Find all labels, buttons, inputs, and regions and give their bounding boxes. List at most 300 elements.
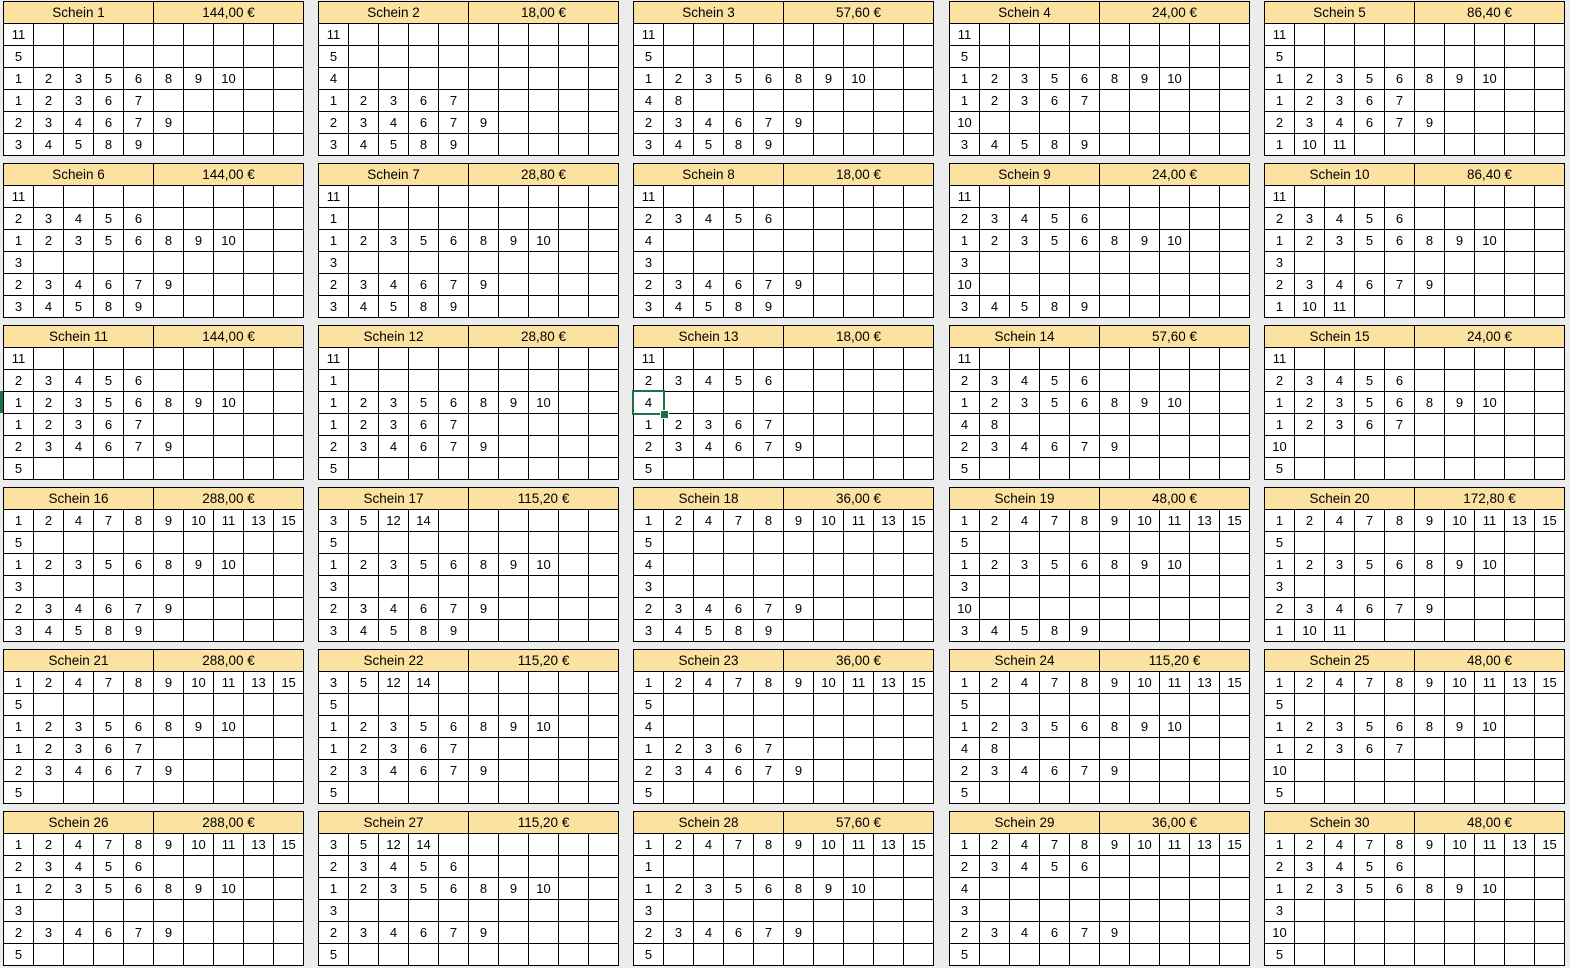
number-cell[interactable]: [874, 24, 904, 46]
number-cell[interactable]: [1325, 532, 1355, 554]
number-cell[interactable]: [1475, 856, 1505, 878]
number-cell[interactable]: [529, 598, 559, 620]
number-cell[interactable]: [1070, 576, 1100, 598]
number-cell[interactable]: [379, 370, 409, 392]
number-cell[interactable]: 3: [1295, 112, 1325, 134]
number-cell[interactable]: [844, 900, 874, 922]
number-cell[interactable]: 1: [319, 230, 349, 252]
number-cell[interactable]: [814, 922, 844, 944]
number-cell[interactable]: 8: [409, 296, 439, 318]
number-cell[interactable]: [499, 296, 529, 318]
number-cell[interactable]: [274, 738, 304, 760]
number-cell[interactable]: [1415, 208, 1445, 230]
number-cell[interactable]: 2: [349, 738, 379, 760]
number-cell[interactable]: [784, 532, 814, 554]
number-cell[interactable]: [184, 738, 214, 760]
number-cell[interactable]: 3: [664, 760, 694, 782]
number-cell[interactable]: 5: [634, 782, 664, 804]
number-cell[interactable]: [409, 252, 439, 274]
number-cell[interactable]: [874, 112, 904, 134]
number-cell[interactable]: 14: [409, 510, 439, 532]
number-cell[interactable]: 9: [439, 296, 469, 318]
number-cell[interactable]: 9: [814, 878, 844, 900]
number-cell[interactable]: [844, 576, 874, 598]
number-cell[interactable]: [1475, 252, 1505, 274]
number-cell[interactable]: 3: [1295, 856, 1325, 878]
number-cell[interactable]: [664, 348, 694, 370]
number-cell[interactable]: 1: [950, 554, 980, 576]
number-cell[interactable]: 7: [724, 834, 754, 856]
number-cell[interactable]: 6: [124, 716, 154, 738]
number-cell[interactable]: 1: [1265, 230, 1295, 252]
number-cell[interactable]: [499, 922, 529, 944]
number-cell[interactable]: 2: [349, 716, 379, 738]
number-cell[interactable]: [694, 716, 724, 738]
number-cell[interactable]: [1415, 134, 1445, 156]
number-cell[interactable]: 11: [4, 186, 34, 208]
number-cell[interactable]: [274, 782, 304, 804]
number-cell[interactable]: 9: [184, 230, 214, 252]
number-cell[interactable]: 11: [634, 348, 664, 370]
number-cell[interactable]: [244, 414, 274, 436]
number-cell[interactable]: [980, 900, 1010, 922]
number-cell[interactable]: 3: [319, 296, 349, 318]
number-cell[interactable]: [1190, 900, 1220, 922]
number-cell[interactable]: [904, 436, 934, 458]
number-cell[interactable]: [1535, 576, 1565, 598]
number-cell[interactable]: 4: [64, 922, 94, 944]
number-cell[interactable]: [1100, 370, 1130, 392]
number-cell[interactable]: 11: [1325, 620, 1355, 642]
number-cell[interactable]: 15: [274, 834, 304, 856]
number-cell[interactable]: [154, 208, 184, 230]
number-cell[interactable]: 1: [1265, 510, 1295, 532]
number-cell[interactable]: 1: [4, 230, 34, 252]
number-cell[interactable]: [379, 458, 409, 480]
number-cell[interactable]: [214, 922, 244, 944]
number-cell[interactable]: [1385, 532, 1415, 554]
number-cell[interactable]: 3: [379, 738, 409, 760]
number-cell[interactable]: 7: [94, 834, 124, 856]
number-cell[interactable]: 9: [1130, 392, 1160, 414]
number-cell[interactable]: 2: [634, 436, 664, 458]
number-cell[interactable]: 1: [319, 392, 349, 414]
number-cell[interactable]: [1190, 348, 1220, 370]
number-cell[interactable]: [1505, 554, 1535, 576]
ticket-title[interactable]: Schein 1: [4, 2, 154, 24]
number-cell[interactable]: 1: [319, 370, 349, 392]
number-cell[interactable]: [844, 944, 874, 966]
number-cell[interactable]: [1040, 274, 1070, 296]
number-cell[interactable]: [1220, 208, 1250, 230]
number-cell[interactable]: 5: [1355, 68, 1385, 90]
number-cell[interactable]: 1: [950, 716, 980, 738]
number-cell[interactable]: [1415, 296, 1445, 318]
number-cell[interactable]: 4: [664, 620, 694, 642]
number-cell[interactable]: [1100, 134, 1130, 156]
number-cell[interactable]: 9: [154, 672, 184, 694]
number-cell[interactable]: 3: [64, 878, 94, 900]
number-cell[interactable]: 5: [1355, 878, 1385, 900]
number-cell[interactable]: [1415, 900, 1445, 922]
number-cell[interactable]: [1070, 112, 1100, 134]
number-cell[interactable]: 8: [154, 716, 184, 738]
number-cell[interactable]: [559, 760, 589, 782]
number-cell[interactable]: 6: [1040, 436, 1070, 458]
number-cell[interactable]: 4: [64, 760, 94, 782]
number-cell[interactable]: [214, 458, 244, 480]
number-cell[interactable]: [874, 208, 904, 230]
number-cell[interactable]: [1070, 782, 1100, 804]
number-cell[interactable]: [469, 694, 499, 716]
number-cell[interactable]: 13: [874, 672, 904, 694]
number-cell[interactable]: [844, 24, 874, 46]
number-cell[interactable]: [379, 532, 409, 554]
number-cell[interactable]: [154, 186, 184, 208]
number-cell[interactable]: 1: [1265, 90, 1295, 112]
number-cell[interactable]: [1415, 738, 1445, 760]
number-cell[interactable]: 2: [34, 414, 64, 436]
number-cell[interactable]: [244, 738, 274, 760]
number-cell[interactable]: [1220, 554, 1250, 576]
number-cell[interactable]: 9: [1130, 68, 1160, 90]
number-cell[interactable]: [1505, 348, 1535, 370]
number-cell[interactable]: 4: [379, 856, 409, 878]
number-cell[interactable]: 8: [154, 878, 184, 900]
number-cell[interactable]: 4: [634, 230, 664, 252]
number-cell[interactable]: [379, 694, 409, 716]
number-cell[interactable]: [34, 576, 64, 598]
number-cell[interactable]: [274, 694, 304, 716]
number-cell[interactable]: 3: [980, 856, 1010, 878]
number-cell[interactable]: 10: [844, 68, 874, 90]
number-cell[interactable]: [724, 90, 754, 112]
number-cell[interactable]: 4: [1325, 510, 1355, 532]
number-cell[interactable]: 3: [34, 274, 64, 296]
number-cell[interactable]: [439, 532, 469, 554]
number-cell[interactable]: [844, 436, 874, 458]
number-cell[interactable]: [1190, 716, 1220, 738]
number-cell[interactable]: 1: [1265, 620, 1295, 642]
number-cell[interactable]: [214, 46, 244, 68]
number-cell[interactable]: [244, 134, 274, 156]
number-cell[interactable]: 10: [1160, 392, 1190, 414]
number-cell[interactable]: 4: [1010, 922, 1040, 944]
number-cell[interactable]: 6: [1070, 230, 1100, 252]
number-cell[interactable]: 2: [4, 436, 34, 458]
number-cell[interactable]: [349, 370, 379, 392]
number-cell[interactable]: [904, 716, 934, 738]
number-cell[interactable]: [559, 46, 589, 68]
number-cell[interactable]: [1220, 370, 1250, 392]
number-cell[interactable]: [214, 252, 244, 274]
number-cell[interactable]: 10: [1130, 672, 1160, 694]
number-cell[interactable]: 3: [379, 554, 409, 576]
number-cell[interactable]: [1130, 856, 1160, 878]
number-cell[interactable]: [184, 576, 214, 598]
number-cell[interactable]: 3: [664, 112, 694, 134]
number-cell[interactable]: [1220, 738, 1250, 760]
number-cell[interactable]: 8: [1385, 834, 1415, 856]
number-cell[interactable]: [1160, 112, 1190, 134]
number-cell[interactable]: 6: [1070, 856, 1100, 878]
number-cell[interactable]: [814, 186, 844, 208]
number-cell[interactable]: 2: [634, 370, 664, 392]
number-cell[interactable]: 11: [1475, 510, 1505, 532]
number-cell[interactable]: [1325, 436, 1355, 458]
number-cell[interactable]: 9: [1415, 510, 1445, 532]
ticket-title[interactable]: Schein 14: [950, 326, 1100, 348]
number-cell[interactable]: 7: [124, 90, 154, 112]
number-cell[interactable]: 10: [184, 834, 214, 856]
number-cell[interactable]: [1475, 458, 1505, 480]
number-cell[interactable]: 4: [64, 598, 94, 620]
number-cell[interactable]: [1070, 598, 1100, 620]
number-cell[interactable]: [559, 208, 589, 230]
number-cell[interactable]: 9: [499, 716, 529, 738]
number-cell[interactable]: [980, 694, 1010, 716]
number-cell[interactable]: 3: [4, 296, 34, 318]
number-cell[interactable]: [1130, 458, 1160, 480]
number-cell[interactable]: 11: [214, 510, 244, 532]
number-cell[interactable]: [1535, 620, 1565, 642]
number-cell[interactable]: 9: [1415, 834, 1445, 856]
number-cell[interactable]: [1445, 856, 1475, 878]
number-cell[interactable]: 2: [4, 856, 34, 878]
number-cell[interactable]: [439, 672, 469, 694]
ticket-title[interactable]: Schein 13: [634, 326, 784, 348]
number-cell[interactable]: [814, 90, 844, 112]
number-cell[interactable]: [1535, 716, 1565, 738]
number-cell[interactable]: [814, 46, 844, 68]
number-cell[interactable]: [559, 414, 589, 436]
number-cell[interactable]: [589, 532, 619, 554]
number-cell[interactable]: [379, 208, 409, 230]
number-cell[interactable]: 8: [469, 554, 499, 576]
ticket-title[interactable]: Schein 26: [4, 812, 154, 834]
number-cell[interactable]: [1415, 922, 1445, 944]
number-cell[interactable]: [559, 856, 589, 878]
number-cell[interactable]: 6: [724, 436, 754, 458]
number-cell[interactable]: [94, 532, 124, 554]
number-cell[interactable]: [154, 856, 184, 878]
number-cell[interactable]: 6: [94, 738, 124, 760]
number-cell[interactable]: 3: [64, 90, 94, 112]
number-cell[interactable]: [1445, 296, 1475, 318]
number-cell[interactable]: [694, 348, 724, 370]
number-cell[interactable]: 3: [1325, 392, 1355, 414]
number-cell[interactable]: 1: [4, 834, 34, 856]
number-cell[interactable]: [1160, 134, 1190, 156]
number-cell[interactable]: [754, 576, 784, 598]
number-cell[interactable]: [664, 230, 694, 252]
number-cell[interactable]: 6: [409, 436, 439, 458]
number-cell[interactable]: 7: [94, 510, 124, 532]
number-cell[interactable]: [694, 856, 724, 878]
number-cell[interactable]: 9: [124, 134, 154, 156]
number-cell[interactable]: 4: [1010, 856, 1040, 878]
number-cell[interactable]: 15: [904, 672, 934, 694]
number-cell[interactable]: 9: [1445, 392, 1475, 414]
number-cell[interactable]: [1190, 274, 1220, 296]
number-cell[interactable]: 3: [34, 436, 64, 458]
number-cell[interactable]: 2: [980, 392, 1010, 414]
number-cell[interactable]: [1220, 782, 1250, 804]
number-cell[interactable]: [1010, 112, 1040, 134]
number-cell[interactable]: [1415, 370, 1445, 392]
number-cell[interactable]: [1385, 760, 1415, 782]
number-cell[interactable]: [874, 68, 904, 90]
number-cell[interactable]: [1385, 134, 1415, 156]
number-cell[interactable]: 3: [664, 436, 694, 458]
number-cell[interactable]: 2: [980, 554, 1010, 576]
number-cell[interactable]: 9: [1070, 134, 1100, 156]
number-cell[interactable]: 5: [409, 554, 439, 576]
number-cell[interactable]: [1505, 90, 1535, 112]
number-cell[interactable]: [664, 716, 694, 738]
number-cell[interactable]: [814, 782, 844, 804]
number-cell[interactable]: 11: [1160, 672, 1190, 694]
number-cell[interactable]: [724, 458, 754, 480]
number-cell[interactable]: 3: [634, 134, 664, 156]
number-cell[interactable]: [694, 944, 724, 966]
number-cell[interactable]: 10: [529, 716, 559, 738]
number-cell[interactable]: 8: [1040, 620, 1070, 642]
number-cell[interactable]: [1190, 694, 1220, 716]
number-cell[interactable]: 9: [1415, 274, 1445, 296]
number-cell[interactable]: 11: [634, 186, 664, 208]
number-cell[interactable]: [184, 112, 214, 134]
number-cell[interactable]: 4: [694, 922, 724, 944]
number-cell[interactable]: 9: [469, 112, 499, 134]
number-cell[interactable]: 1: [950, 834, 980, 856]
number-cell[interactable]: [559, 716, 589, 738]
number-cell[interactable]: [1505, 878, 1535, 900]
number-cell[interactable]: [980, 252, 1010, 274]
number-cell[interactable]: [1385, 186, 1415, 208]
number-cell[interactable]: 5: [724, 208, 754, 230]
number-cell[interactable]: [874, 370, 904, 392]
number-cell[interactable]: [499, 856, 529, 878]
number-cell[interactable]: [1040, 900, 1070, 922]
number-cell[interactable]: [559, 348, 589, 370]
number-cell[interactable]: [1535, 392, 1565, 414]
ticket-amount[interactable]: 172,80 €: [1415, 488, 1565, 510]
number-cell[interactable]: [1505, 694, 1535, 716]
number-cell[interactable]: [589, 856, 619, 878]
number-cell[interactable]: [499, 944, 529, 966]
number-cell[interactable]: 1: [1265, 716, 1295, 738]
number-cell[interactable]: [409, 46, 439, 68]
number-cell[interactable]: [1355, 46, 1385, 68]
number-cell[interactable]: 10: [529, 554, 559, 576]
number-cell[interactable]: [1505, 208, 1535, 230]
number-cell[interactable]: [274, 296, 304, 318]
number-cell[interactable]: [184, 458, 214, 480]
number-cell[interactable]: 6: [754, 370, 784, 392]
number-cell[interactable]: [694, 392, 724, 414]
number-cell[interactable]: [409, 694, 439, 716]
number-cell[interactable]: 5: [1040, 716, 1070, 738]
number-cell[interactable]: [1130, 370, 1160, 392]
number-cell[interactable]: [1190, 230, 1220, 252]
number-cell[interactable]: 5: [634, 944, 664, 966]
number-cell[interactable]: [124, 252, 154, 274]
number-cell[interactable]: 7: [1385, 274, 1415, 296]
number-cell[interactable]: 4: [694, 112, 724, 134]
number-cell[interactable]: 2: [634, 922, 664, 944]
number-cell[interactable]: [1475, 186, 1505, 208]
number-cell[interactable]: [784, 370, 814, 392]
number-cell[interactable]: 9: [154, 922, 184, 944]
number-cell[interactable]: [904, 576, 934, 598]
number-cell[interactable]: 4: [694, 436, 724, 458]
number-cell[interactable]: 8: [124, 834, 154, 856]
number-cell[interactable]: 10: [184, 672, 214, 694]
number-cell[interactable]: [874, 134, 904, 156]
number-cell[interactable]: [1505, 296, 1535, 318]
number-cell[interactable]: [499, 68, 529, 90]
number-cell[interactable]: [844, 186, 874, 208]
number-cell[interactable]: 9: [754, 296, 784, 318]
number-cell[interactable]: [184, 186, 214, 208]
number-cell[interactable]: 3: [319, 134, 349, 156]
number-cell[interactable]: [1505, 738, 1535, 760]
number-cell[interactable]: [814, 348, 844, 370]
number-cell[interactable]: 7: [754, 922, 784, 944]
number-cell[interactable]: [814, 112, 844, 134]
number-cell[interactable]: 4: [694, 598, 724, 620]
number-cell[interactable]: 4: [34, 620, 64, 642]
number-cell[interactable]: [980, 348, 1010, 370]
number-cell[interactable]: [274, 856, 304, 878]
number-cell[interactable]: 7: [439, 738, 469, 760]
number-cell[interactable]: 6: [124, 878, 154, 900]
number-cell[interactable]: 5: [94, 554, 124, 576]
number-cell[interactable]: [184, 24, 214, 46]
number-cell[interactable]: [784, 856, 814, 878]
number-cell[interactable]: [1190, 134, 1220, 156]
number-cell[interactable]: [1385, 620, 1415, 642]
number-cell[interactable]: [1415, 348, 1445, 370]
number-cell[interactable]: [1100, 414, 1130, 436]
number-cell[interactable]: [694, 900, 724, 922]
number-cell[interactable]: [274, 112, 304, 134]
number-cell[interactable]: [1220, 90, 1250, 112]
number-cell[interactable]: [499, 186, 529, 208]
number-cell[interactable]: 8: [1070, 672, 1100, 694]
number-cell[interactable]: [124, 24, 154, 46]
number-cell[interactable]: [559, 252, 589, 274]
number-cell[interactable]: [1535, 370, 1565, 392]
number-cell[interactable]: 6: [1385, 68, 1415, 90]
number-cell[interactable]: 4: [64, 208, 94, 230]
number-cell[interactable]: [409, 208, 439, 230]
number-cell[interactable]: 6: [724, 414, 754, 436]
number-cell[interactable]: 5: [1265, 458, 1295, 480]
number-cell[interactable]: [589, 576, 619, 598]
number-cell[interactable]: 4: [1325, 274, 1355, 296]
number-cell[interactable]: [529, 252, 559, 274]
number-cell[interactable]: [664, 694, 694, 716]
number-cell[interactable]: [214, 134, 244, 156]
number-cell[interactable]: 1: [634, 878, 664, 900]
number-cell[interactable]: [439, 370, 469, 392]
number-cell[interactable]: [529, 672, 559, 694]
ticket-amount[interactable]: 288,00 €: [154, 812, 304, 834]
number-cell[interactable]: 9: [1415, 598, 1445, 620]
number-cell[interactable]: 13: [244, 672, 274, 694]
